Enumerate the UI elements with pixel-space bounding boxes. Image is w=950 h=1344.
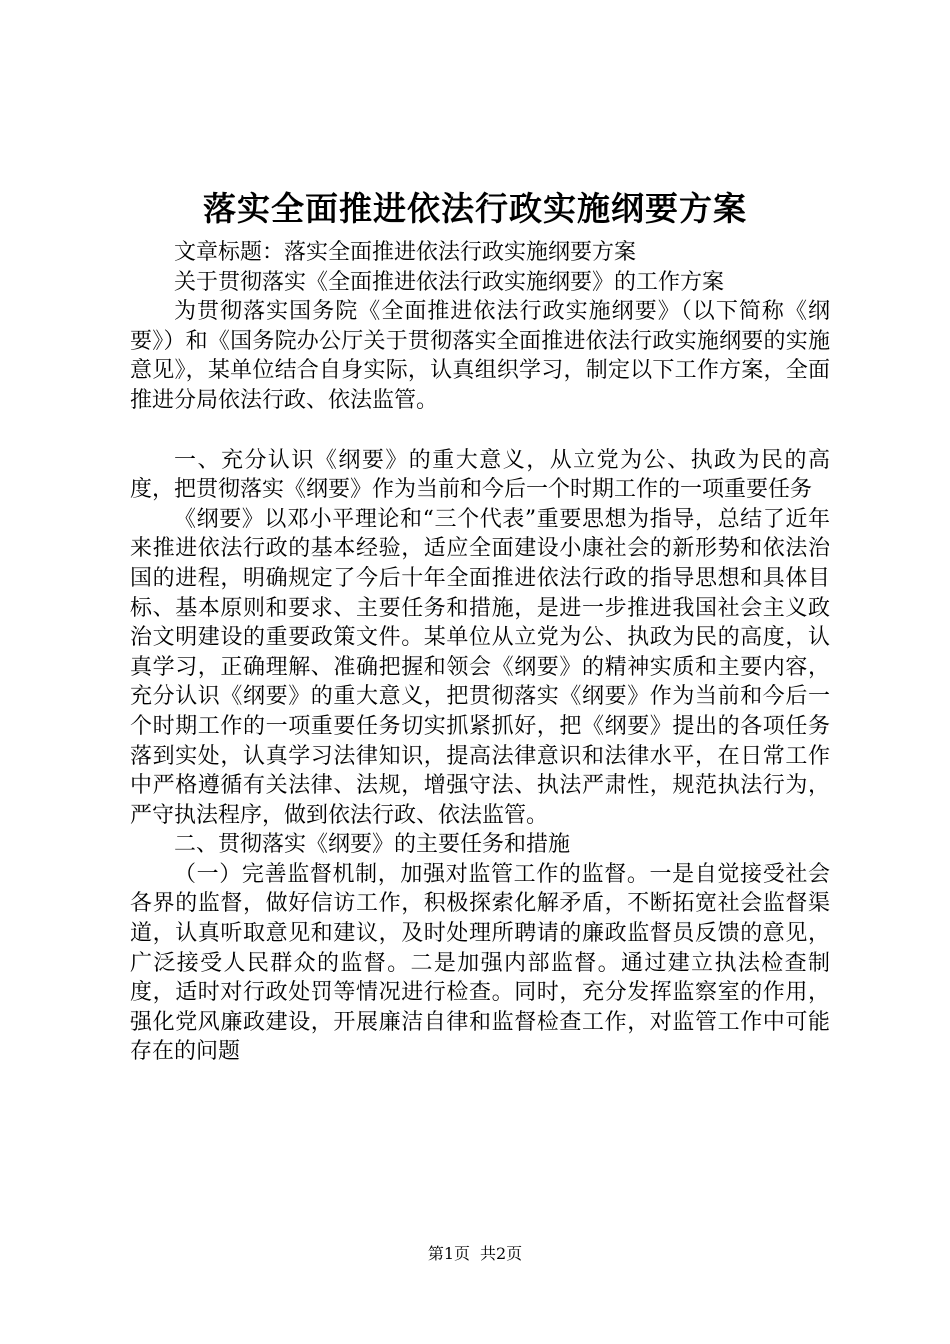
section-one-paragraph: 《纲要》以邓小平理论和“三个代表”重要思想为指导，总结了近年来推进依法行政的基本经验，适应全面建设小康社会的新形势和依法治国的进程，明确规定了今后十年全面推进依法行政的指导思想和具体目标、基本原则和要求、主要任务和措施，是进一步推进我国社会主义政治文明建设的重要政策文件。某单位从立党为公、执政为民的高度，认真学习，正确理解、准确把握和领会《纲要》的精神实质和主要内容，充分认识《纲要》的重大意义，把贯彻落实《纲要》作为当前和今后一个时期工作的一项重要任务切实抓紧抓好，把《纲要》提出的各项任务落到实处，认真学习法律知识，提高法律意识和法律水平，在日常工作中严格遵循有关法律、法规，增强守法、执法严肃性，规范执法行为，严守执法程序，做到依法行政、依法监管。 xyxy=(130,506,830,828)
section-one-heading: 一、充分认识《纲要》的重大意义，从立党为公、执政为民的高度，把贯彻落实《纲要》作为当前和今后一个时期工作的一项重要任务 xyxy=(130,447,830,503)
document-title: 落实全面推进依法行政实施纲要方案 xyxy=(203,189,747,228)
page-number: 第1页 xyxy=(427,1244,470,1263)
page-total: 共2页 xyxy=(480,1244,523,1263)
intro-paragraph: 为贯彻落实国务院《全面推进依法行政实施纲要》（以下简称《纲要》）和《国务院办公厅关于贯彻落实全面推进依法行政实施纲要的实施意见》，某单位结合自身实际，认真组织学习，制定以下工作方案，全面推进分局依法行政、依法监管。 xyxy=(130,299,830,413)
section-two-paragraph: （一）完善监督机制，加强对监管工作的监督。一是自觉接受社会各界的监督，做好信访工作，积极探索化解矛盾，不断拓宽社会监督渠道，认真听取意见和建议，及时处理所聘请的廉政监督员反馈的意见，广泛接受人民群众的监督。二是加强内部监督。通过建立执法检查制度，适时对行政处罚等情况进行检查。同时，充分发挥监察室的作用，强化党风廉政建设，开展廉洁自律和监督检查工作，对监管工作中可能存在的问题 xyxy=(130,861,830,1065)
section-two-heading: 二、贯彻落实《纲要》的主要任务和措施 xyxy=(174,832,571,858)
plan-heading: 关于贯彻落实《全面推进依法行政实施纲要》的工作方案 xyxy=(174,269,725,295)
document-body xyxy=(130,238,830,1067)
article-title-line: 文章标题：落实全面推进依法行政实施纲要方案 xyxy=(174,240,637,265)
page-footer xyxy=(0,1243,950,1265)
